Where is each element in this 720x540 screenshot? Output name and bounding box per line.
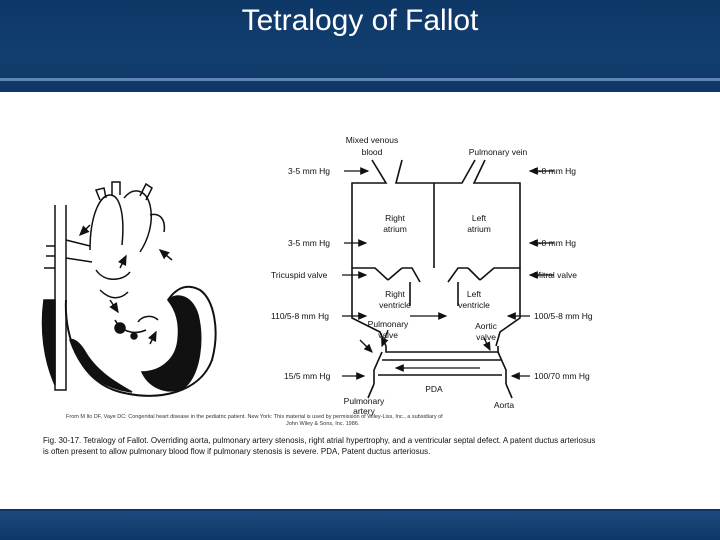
label-pulmonary-artery-2: artery [353,406,375,416]
label-pressure-la-in: 5-8 mm Hg [534,166,577,176]
label-mixed-venous: Mixed venous [345,135,399,145]
label-right-atrium: Right [385,213,405,223]
figure-caption: Fig. 30-17. Tetralogy of Fallot. Overriding aorta, pulmonary artery stenosis, right atrial hypertrophy, and a ventricular septal defect. A patent ductus arteriosus is often present to allow pulmonary blood flow if pulmonary stenosis is severe. PDA, Patent ductus arteriosus. [43,436,596,456]
slide-title: Tetralogy of Fallot [241,4,479,37]
label-right-ventricle-2: ventricle [379,300,411,310]
label-pulmonary-valve-2: valve [378,330,398,340]
label-pressure-ra-in: 3-5 mm Hg [288,166,331,176]
label-left-atrium-2: atrium [467,224,491,234]
label-pressure-lv: 100/5-8 mm Hg [534,311,593,321]
label-pressure-rv: 110/5-8 mm Hg [271,311,329,321]
label-pressure-aorta: 100/70 mm Hg [534,371,590,381]
label-pda: PDA [425,384,443,394]
label-right-atrium-2: atrium [383,224,407,234]
label-left-ventricle: Left [466,289,482,299]
label-pressure-ra: 3-5 mm Hg [288,238,331,248]
label-aortic-valve: Aortic [475,321,497,331]
label-left-ventricle-2: ventricle [458,300,490,310]
flow-schematic [352,160,520,398]
label-pulmonary-valve: Pulmonary [367,319,409,329]
label-aorta: Aorta [493,400,515,410]
label-pulmonary-vein: Pulmonary vein [468,147,528,157]
heart-illustration [42,182,215,396]
slide-footer [0,511,720,540]
credit-line-2: John Wiley & Sons, Inc. 1986. [286,421,360,427]
source-credit [66,414,586,428]
label-mitral-valve: Mitral valve [534,270,577,280]
label-mixed-venous-2: blood [361,147,383,157]
label-right-ventricle: Right [385,289,405,299]
label-aortic-valve-2: valve [476,332,496,342]
label-tricuspid-valve: Tricuspid valve [271,270,328,280]
flow-arrows [342,171,554,376]
label-pulmonary-artery: Pulmonary [343,396,385,406]
credit-line-1: From M Ilo DF, Vaye DC: Congenital heart disease in the pediatric patient. New York: This material is used by permission of Wiley-Liss, Inc., a subsidiary of [66,414,443,420]
label-pressure-pa: 15/5 mm Hg [284,371,331,381]
label-left-atrium: Left [471,213,487,223]
diagram-labels [271,135,593,416]
label-pressure-la: 5-8 mm Hg [534,238,577,248]
